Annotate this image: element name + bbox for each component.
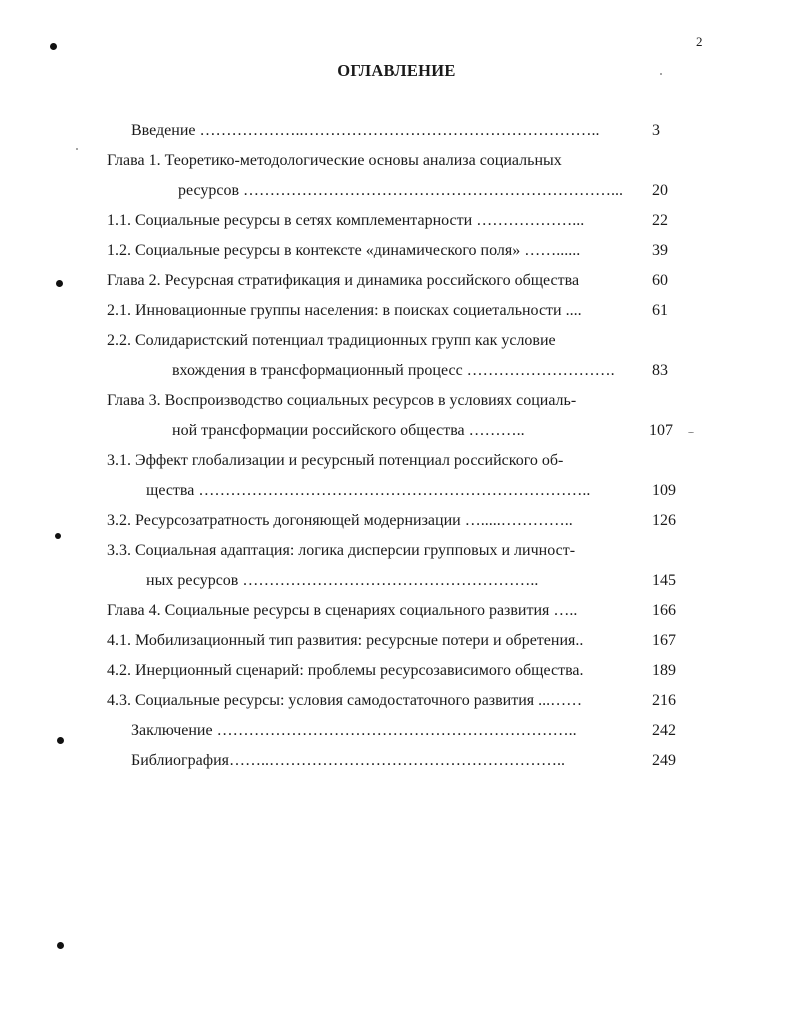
binder-hole-mark: [55, 533, 61, 539]
binder-hole-mark: [57, 942, 64, 949]
toc-page-1-2: 39: [652, 242, 668, 259]
toc-page-chapter-2: 60: [652, 272, 668, 289]
toc-entry-chapter-3-cont: ной трансформации российского общества ………..: [172, 422, 525, 439]
toc-page-intro: 3: [652, 122, 660, 139]
toc-entry-1-2: 1.2. Социальные ресурсы в контексте «динамического поля» ……......: [107, 242, 581, 259]
toc-page-chapter-1: 20: [652, 182, 668, 199]
toc-entry-3-3-cont: ных ресурсов ………………………………………………..: [146, 572, 539, 589]
toc-entry-4-2: 4.2. Инерционный сценарий: проблемы ресурсозависимого общества.: [107, 662, 584, 679]
toc-entry-intro: Введение ………………..………………………………………………..: [131, 122, 600, 139]
page-number: 2: [696, 34, 703, 49]
toc-entry-chapter-4: Глава 4. Социальные ресурсы в сценариях социального развития …..: [107, 602, 578, 619]
toc-entry-2-2-cont: вхождения в трансформационный процесс ……………………….: [172, 362, 615, 379]
toc-entry-3-1-cont: щества ………………………………………………………………..: [146, 482, 591, 499]
toc-entry-2-2: 2.2. Солидаристский потенциал традиционных групп как условие: [107, 332, 556, 349]
toc-entry-3-2: 3.2. Ресурсозатратность догоняющей модернизации ….....…………..: [107, 512, 573, 529]
scan-speck: [76, 148, 78, 150]
toc-entry-3-1: 3.1. Эффект глобализации и ресурсный потенциал российского об-: [107, 452, 564, 469]
toc-entry-1-1: 1.1. Социальные ресурсы в сетях комплементарности ………………...: [107, 212, 585, 229]
binder-hole-mark: [50, 43, 57, 50]
binder-hole-mark: [57, 737, 64, 744]
toc-page-bibliography: 249: [652, 752, 676, 769]
page-title: ОГЛАВЛЕНИЕ: [337, 61, 456, 80]
toc-entry-chapter-3: Глава 3. Воспроизводство социальных ресурсов в условиях социаль-: [107, 392, 577, 409]
toc-page-4-3: 216: [652, 692, 676, 709]
toc-page-chapter-3: 107: [649, 422, 673, 439]
toc-page-1-1: 22: [652, 212, 668, 229]
toc-entry-2-1: 2.1. Инновационные группы населения: в поисках социетальности ....: [107, 302, 582, 319]
toc-entry-4-3: 4.3. Социальные ресурсы: условия самодостаточного развития ...……: [107, 692, 583, 709]
toc-entry-chapter-2: Глава 2. Ресурсная стратификация и динамика российского общества: [107, 272, 580, 289]
toc-page-conclusion: 242: [652, 722, 676, 739]
toc-entry-conclusion: Заключение …………………………………………………………..: [131, 722, 577, 739]
toc-entry-4-1: 4.1. Мобилизационный тип развития: ресурсные потери и обретения..: [107, 632, 584, 649]
toc-page-chapter-4: 166: [652, 602, 676, 619]
binder-hole-mark: [56, 280, 63, 287]
toc-page-2-2: 83: [652, 362, 668, 379]
toc-entry-chapter-1-cont: ресурсов ……………………………………………………………...: [178, 182, 624, 199]
toc-entry-chapter-1: Глава 1. Теоретико-методологические основы анализа социальных: [107, 152, 562, 169]
toc-page-4-2: 189: [652, 662, 676, 679]
toc-page-3-3: 145: [652, 572, 676, 589]
toc-page-3-1: 109: [652, 482, 676, 499]
scan-speck: [660, 73, 662, 75]
toc-entry-bibliography: Библиография……..………………………………………………..: [131, 752, 565, 769]
toc-entry-3-3: 3.3. Социальная адаптация: логика дисперсии групповых и личност-: [107, 542, 576, 559]
toc-page-3-2: 126: [652, 512, 676, 529]
scan-speck: [688, 432, 694, 433]
toc-page-2-1: 61: [652, 302, 668, 319]
toc-page-4-1: 167: [652, 632, 676, 649]
